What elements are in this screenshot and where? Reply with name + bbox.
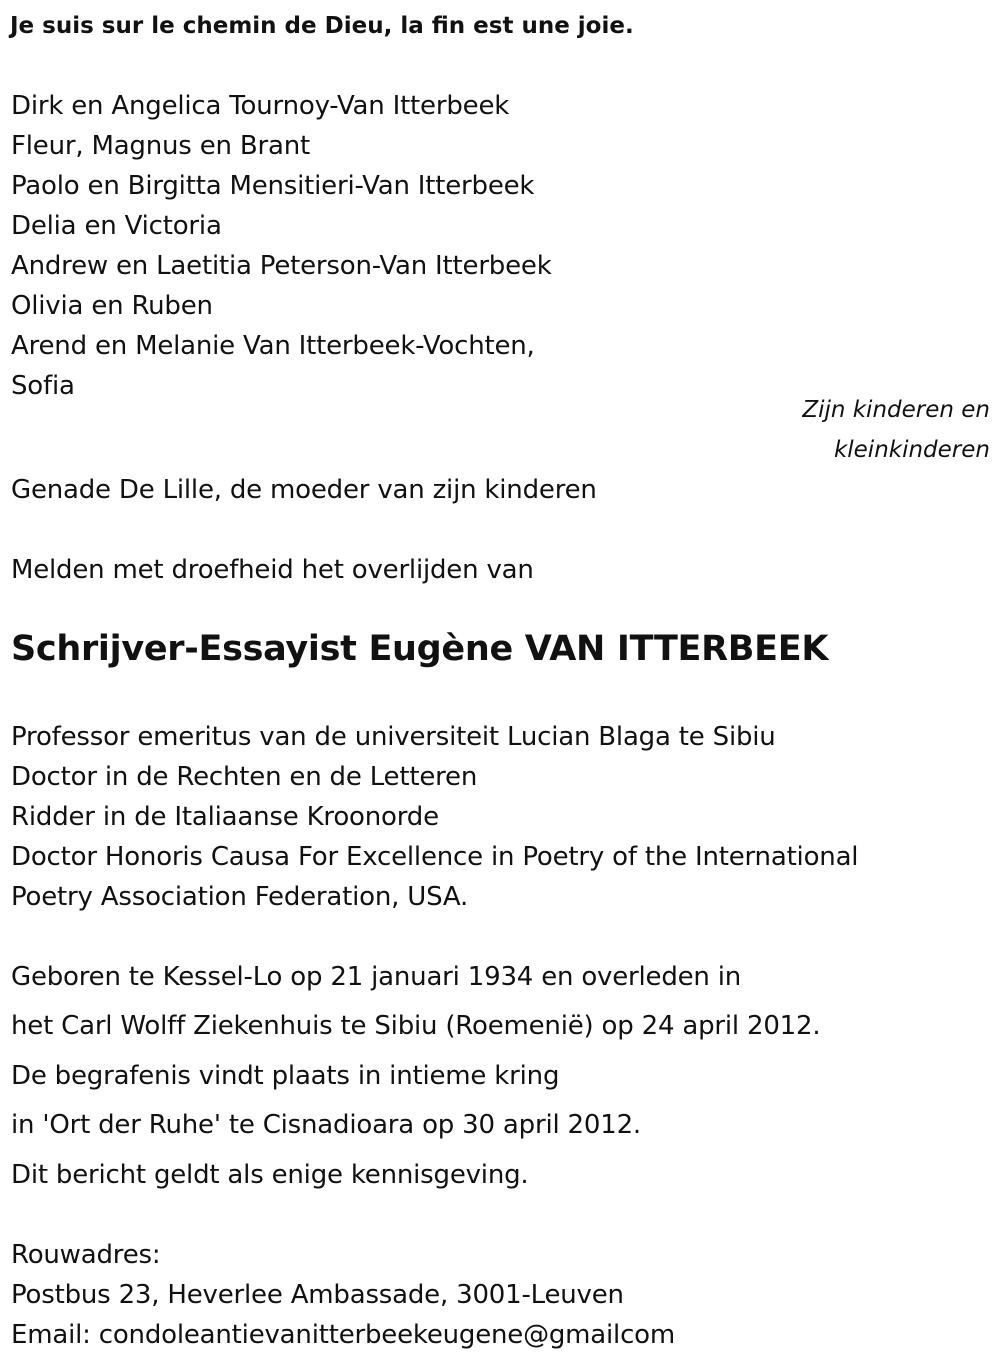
family-line: Fleur, Magnus en Brant — [11, 131, 310, 161]
family-line: Olivia en Ruben — [11, 291, 213, 321]
family-line: Sofia — [11, 371, 75, 401]
title-line: Ridder in de Italiaanse Kroonorde — [11, 802, 439, 832]
family-line: Paolo en Birgitta Mensitieri-Van Itterbeek — [11, 171, 535, 201]
detail-line: Geboren te Kessel-Lo op 21 januari 1934 en overleden in — [11, 962, 742, 992]
address-email: Email: condoleantievanitterbeekeugene@gmailcom — [11, 1320, 676, 1350]
detail-line: het Carl Wolff Ziekenhuis te Sibiu (Roemenië) op 24 april 2012. — [11, 1011, 821, 1041]
title-line: Doctor in de Rechten en de Letteren — [11, 762, 478, 792]
family-label: Zijn kinderen en — [802, 397, 990, 423]
title-line: Poetry Association Federation, USA. — [11, 882, 469, 912]
family-line: Andrew en Laetitia Peterson-Van Itterbeek — [11, 251, 552, 281]
announce-line: Melden met droefheid het overlijden van — [11, 555, 534, 585]
motto: Je suis sur le chemin de Dieu, la fin est une joie. — [10, 13, 634, 39]
family-line: Delia en Victoria — [11, 211, 222, 241]
title-line: Professor emeritus van de universiteit Lucian Blaga te Sibiu — [11, 722, 776, 752]
family-line: Dirk en Angelica Tournoy-Van Itterbeek — [11, 91, 510, 121]
deceased-name: Schrijver-Essayist Eugène VAN ITTERBEEK — [11, 629, 829, 669]
address-postal: Postbus 23, Heverlee Ambassade, 3001-Leuven — [11, 1280, 624, 1310]
title-line: Doctor Honoris Causa For Excellence in Poetry of the International — [11, 842, 859, 872]
mother-line: Genade De Lille, de moeder van zijn kinderen — [11, 475, 597, 505]
family-label: kleinkinderen — [833, 437, 990, 463]
detail-line: in 'Ort der Ruhe' te Cisnadioara op 30 april 2012. — [11, 1110, 641, 1140]
detail-line: De begrafenis vindt plaats in intieme kring — [11, 1061, 560, 1091]
family-line: Arend en Melanie Van Itterbeek-Vochten, — [11, 331, 535, 361]
address-label: Rouwadres: — [11, 1240, 161, 1270]
detail-line: Dit bericht geldt als enige kennisgeving. — [11, 1160, 529, 1190]
